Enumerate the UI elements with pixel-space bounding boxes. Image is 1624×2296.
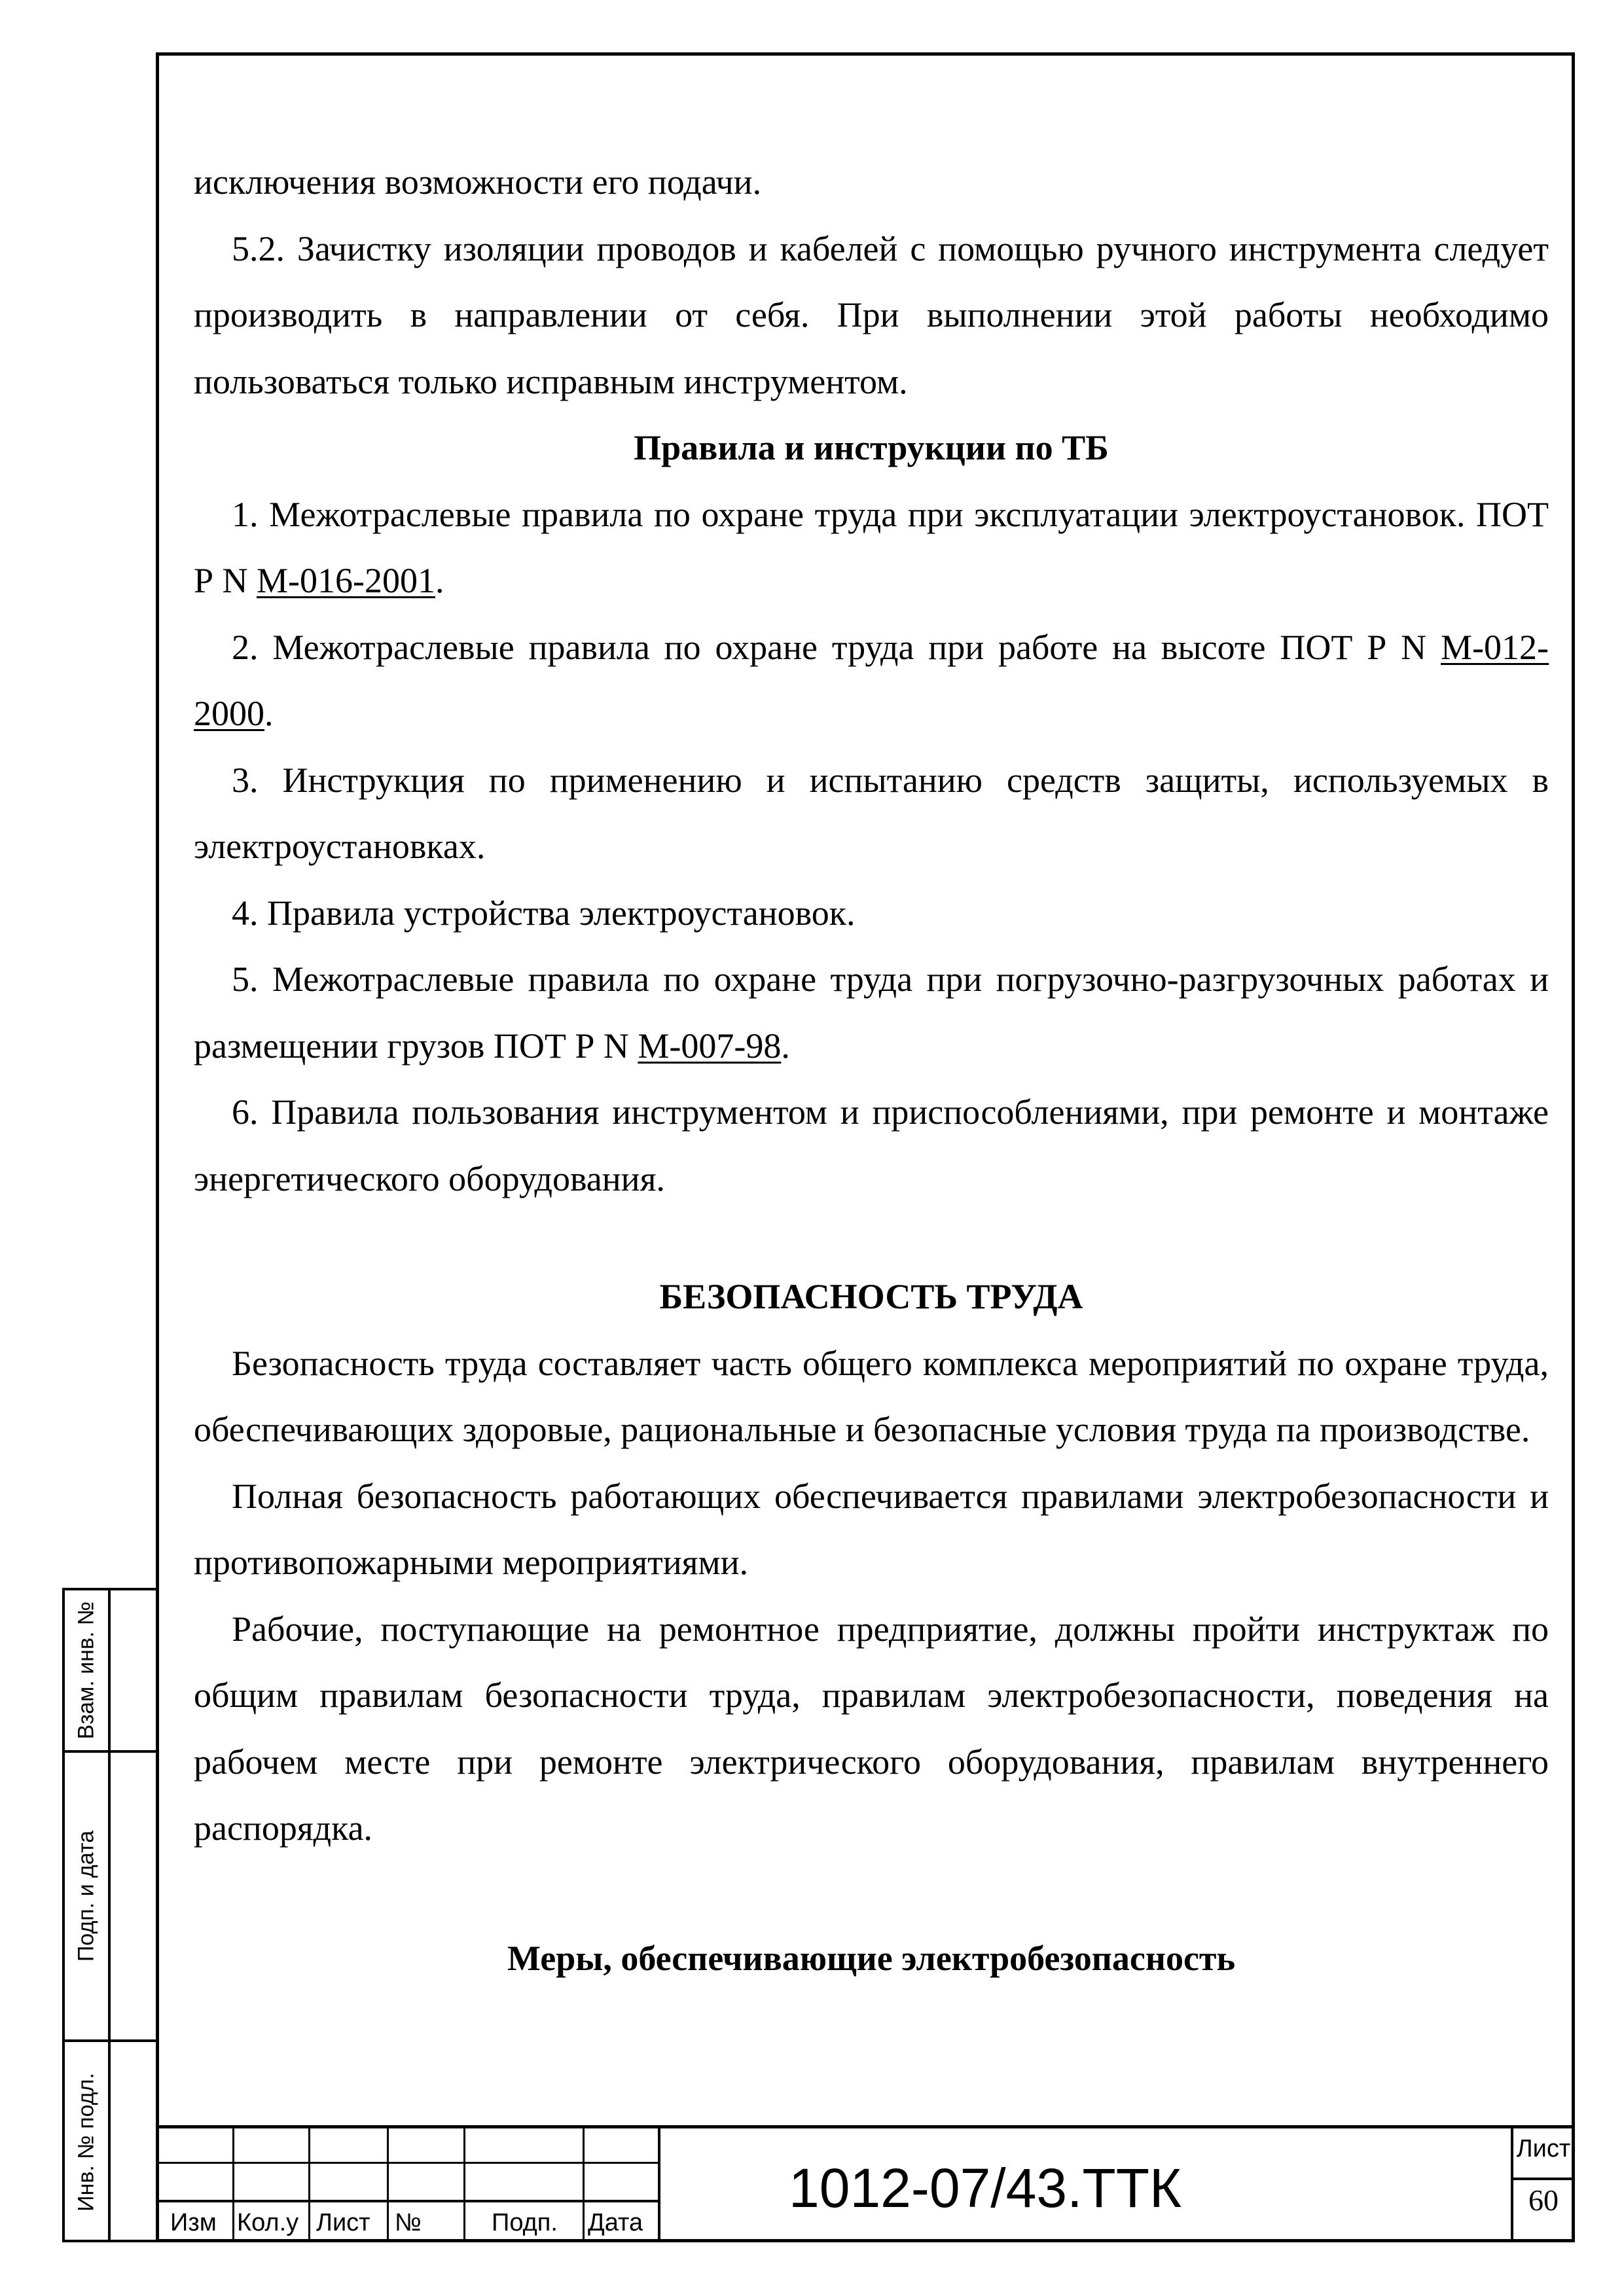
doc-ref-link: М-012-2000 (194, 627, 1549, 733)
col-podp-label: Подп. (492, 2209, 558, 2236)
col-kolu-label: Кол.у (237, 2209, 299, 2236)
col-izm-label: Изм (170, 2209, 217, 2236)
col-num-label: № (395, 2209, 422, 2236)
stamp-vzam-label: Взам. инв. № (73, 1601, 99, 1740)
sheet-number: 60 (1528, 2183, 1559, 2217)
paragraph-5-2: 5.2. Зачистку изоляции проводов и кабелей с помощью ручного инструмента следует производить в направлении от себя. При выполнении этой работы необходимо пользоваться только исправным инструментом. (194, 228, 1549, 401)
heading-rules: Правила и инструкции по ТБ (634, 428, 1109, 467)
paragraph-continuation: исключения возможности его подачи. (194, 162, 762, 202)
sheet-label: Лист (1516, 2135, 1571, 2162)
paragraph-safety-3: Рабочие, поступающие на ремонтное предприятие, должны пройти инструктаж по общим правилам безопасности труда, правилам электробезопасности, поведения на рабочем месте при ремонте электрического оборудования, правилам внутреннего распорядка. (194, 1609, 1549, 1848)
stamp-inv-label: Инв. № подл. (73, 2073, 99, 2212)
document-body (194, 149, 1549, 1992)
list-item-6: 6. Правила пользования инструментом и приспособлениями, при ремонте и монтаже энергетического оборудования. (194, 1092, 1549, 1198)
paragraph-safety-1: Безопасность труда составляет часть общего комплекса мероприятий по охране труда, обеспечивающих здоровые, рациональные и безопасные условия труда па производстве. (194, 1343, 1549, 1449)
document-number: 1012-07/43.ТТК (789, 2157, 1182, 2219)
heading-labor-safety: БЕЗОПАСНОСТЬ ТРУДА (659, 1277, 1083, 1316)
doc-ref-link: М-007-98 (638, 1026, 782, 1066)
list-item-2: 2. Межотраслевые правила по охране труда при работе на высоте ПОТ Р N М-012-2000. (194, 627, 1549, 733)
col-list-label: Лист (316, 2209, 370, 2236)
doc-ref-link: М-016-2001 (257, 561, 436, 600)
stamp-podp-label: Подп. и дата (73, 1830, 99, 1962)
list-item-1: 1. Межотраслевые правила по охране труда при эксплуатации электроустановок. ПОТ Р N М-016-2001. (194, 494, 1549, 600)
list-item-3: 3. Инструкция по применению и испытанию средств защиты, используемых в электроустановках. (194, 760, 1549, 866)
paragraph-safety-2: Полная безопасность работающих обеспечивается правилами электробезопасности и противопожарными мероприятиями. (194, 1476, 1549, 1582)
col-data-label: Дата (588, 2209, 643, 2236)
list-item-4: 4. Правила устройства электроустановок. (232, 893, 856, 933)
list-item-5: 5. Межотраслевые правила по охране труда при погрузочно-разгрузочных работах и размещении грузов ПОТ Р N М-007-98. (194, 960, 1549, 1066)
heading-electrical-safety: Меры, обеспечивающие электробезопасность (507, 1938, 1236, 1978)
side-stamp-strip (62, 1588, 156, 2242)
